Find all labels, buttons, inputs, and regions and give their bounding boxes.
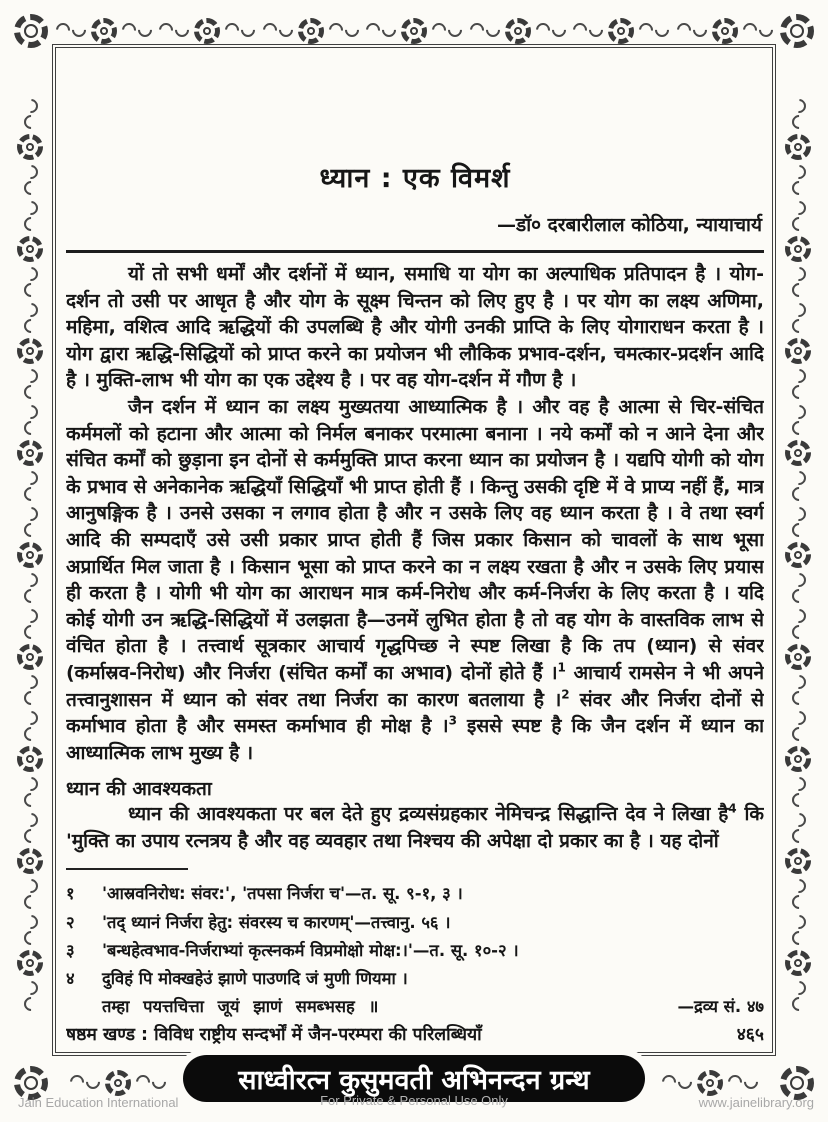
scroll-ornament-icon bbox=[790, 813, 806, 843]
section-heading: ध्यान की आवश्यकता bbox=[66, 778, 212, 801]
rosette-ornament-icon bbox=[17, 440, 43, 466]
scroll-ornament-icon bbox=[728, 1075, 758, 1091]
rosette-ornament-icon bbox=[785, 950, 811, 976]
scroll-ornament-icon bbox=[159, 23, 189, 39]
scroll-ornament-icon bbox=[790, 609, 806, 639]
footnote-text: दुविहं पि मोक्खहेउं झाणे पाउणदि जं मुणी णियमा । bbox=[102, 968, 408, 988]
page-number: ४६५ bbox=[736, 1025, 764, 1045]
scroll-ornament-icon bbox=[22, 813, 38, 843]
scroll-ornament-icon bbox=[790, 675, 806, 705]
paragraph-1: यों तो सभी धर्मों और दर्शनों में ध्यान, समाधि या योग का अल्पाधिक प्रतिपादन है । योग-दर्शन तो उसी पर आधृत है और योग के सूक्ष्म चिन्तन को लिए हुए है । पर योग का लक्ष्य अणिमा, महिमा, वशित्व आदि ऋद्धियों की उपलब्धि है और योगी उनकी प्राप्ति के लिए योगाराधन करता है । योग द्वारा ऋद्धि-सिद्धियों को प्राप्त करने का प्रयोजन भी लौकिक प्रभाव-दर्शन, चमत्कार-प्रदर्शन आदि है । मुक्ति-लाभ भी योग का एक उद्देश्य है । पर वह योग-दर्शन में गौण है । bbox=[66, 263, 764, 392]
rosette-ornament-icon bbox=[17, 236, 43, 262]
scroll-ornament-icon bbox=[22, 267, 38, 297]
scroll-ornament-icon bbox=[122, 23, 152, 39]
frame-border-right bbox=[774, 58, 822, 1052]
scroll-rosette-motif bbox=[573, 18, 669, 44]
rosette-ornament-icon bbox=[785, 848, 811, 874]
scroll-rosette-motif bbox=[785, 201, 811, 297]
rosette-ornament-icon bbox=[505, 18, 531, 44]
scroll-rosette-motif bbox=[17, 507, 43, 603]
scroll-ornament-icon bbox=[70, 1075, 100, 1091]
footnote-ref-4: 4 bbox=[728, 801, 737, 816]
scroll-rosette-motif bbox=[17, 201, 43, 297]
scroll-ornament-icon bbox=[790, 267, 806, 297]
scroll-rosette-motif bbox=[17, 915, 43, 1011]
scroll-ornament-icon bbox=[790, 711, 806, 741]
scroll-rosette-motif bbox=[17, 813, 43, 909]
footnote-number: २ bbox=[66, 912, 75, 932]
scroll-rosette-motif bbox=[470, 18, 566, 44]
scroll-ornament-icon bbox=[790, 981, 806, 1011]
scroll-rosette-motif bbox=[17, 609, 43, 705]
scroll-rosette-motif bbox=[785, 813, 811, 909]
footnote-2 bbox=[66, 909, 764, 937]
rosette-ornament-icon bbox=[17, 542, 43, 568]
footnote-number: १ bbox=[66, 884, 75, 904]
footnote-ref-1: 1 bbox=[557, 660, 566, 675]
watermark-usage-note: For Private & Personal Use Only bbox=[320, 1093, 508, 1108]
footnote-4-line-2 bbox=[102, 993, 764, 1021]
scroll-ornament-icon bbox=[22, 507, 38, 537]
scroll-ornament-icon bbox=[790, 99, 806, 129]
author-byline: —डॉ० दरबारीलाल कोठिया, न्यायाचार्य bbox=[497, 214, 762, 236]
footnote-text: 'बन्धहेत्वभाव-निर्जराभ्यां कृत्स्नकर्म विप्रमोक्षो मोक्ष:।'—त. सू. १०-२ । bbox=[102, 940, 519, 960]
scroll-ornament-icon bbox=[662, 1075, 692, 1091]
scroll-ornament-icon bbox=[790, 471, 806, 501]
scroll-ornament-icon bbox=[22, 777, 38, 807]
rosette-ornament-icon bbox=[105, 1070, 131, 1096]
rosette-ornament-icon bbox=[712, 18, 738, 44]
scroll-rosette-motif bbox=[677, 18, 773, 44]
article-title: ध्यान : एक विमर्श bbox=[319, 163, 511, 194]
scroll-rosette-motif bbox=[785, 507, 811, 603]
scroll-ornament-icon bbox=[22, 369, 38, 399]
rosette-ornament-icon bbox=[14, 14, 48, 48]
scroll-ornament-icon bbox=[639, 23, 669, 39]
rosette-ornament-icon bbox=[697, 1070, 723, 1096]
rosette-ornament-icon bbox=[785, 134, 811, 160]
scroll-rosette-motif bbox=[17, 711, 43, 807]
scroll-ornament-icon bbox=[790, 879, 806, 909]
footnote-number: ३ bbox=[66, 940, 75, 960]
scroll-rosette-motif bbox=[662, 1070, 758, 1096]
footnote-source: —द्रव्य सं. ४७ bbox=[677, 996, 764, 1016]
scroll-ornament-icon bbox=[366, 23, 396, 39]
rosette-ornament-icon bbox=[194, 18, 220, 44]
scroll-rosette-motif bbox=[785, 99, 811, 195]
rosette-ornament-icon bbox=[17, 338, 43, 364]
scroll-ornament-icon bbox=[56, 23, 86, 39]
scroll-rosette-motif bbox=[785, 303, 811, 399]
scroll-rosette-motif bbox=[785, 405, 811, 501]
page-body bbox=[66, 50, 764, 1048]
watermark-publisher: Jain Education International bbox=[18, 1095, 179, 1110]
rosette-ornament-icon bbox=[785, 338, 811, 364]
scroll-ornament-icon bbox=[790, 303, 806, 333]
rosette-ornament-icon bbox=[780, 14, 814, 48]
scroll-ornament-icon bbox=[432, 23, 462, 39]
scroll-rosette-motif bbox=[263, 18, 359, 44]
rosette-ornament-icon bbox=[17, 950, 43, 976]
scroll-ornament-icon bbox=[470, 23, 500, 39]
scroll-ornament-icon bbox=[743, 23, 773, 39]
footnote-text: 'आस्रवनिरोध: संवर:', 'तपसा निर्जरा च'—त. सू. ९-१, ३ । bbox=[102, 884, 463, 904]
scroll-ornament-icon bbox=[22, 879, 38, 909]
rosette-ornament-icon bbox=[785, 542, 811, 568]
scroll-rosette-motif bbox=[17, 303, 43, 399]
footnote-text: 'तद् ध्यानं निर्जरा हेतु: संवरस्य च कारणम्'—तत्त्वानु. ५६ । bbox=[102, 912, 451, 932]
footnote-ref-2: 2 bbox=[561, 687, 570, 702]
scroll-rosette-motif bbox=[785, 915, 811, 1011]
scroll-ornament-icon bbox=[790, 777, 806, 807]
scroll-ornament-icon bbox=[22, 981, 38, 1011]
scroll-ornament-icon bbox=[22, 303, 38, 333]
footnote-1 bbox=[66, 880, 764, 908]
watermark-website: www.jainelibrary.org bbox=[698, 1095, 814, 1110]
footnote-number: ४ bbox=[66, 968, 75, 988]
scroll-rosette-motif bbox=[785, 711, 811, 807]
scroll-rosette-motif bbox=[17, 405, 43, 501]
rosette-ornament-icon bbox=[17, 746, 43, 772]
scroll-ornament-icon bbox=[790, 165, 806, 195]
footnote-3 bbox=[66, 937, 764, 965]
scroll-rosette-motif bbox=[56, 18, 152, 44]
scroll-rosette-motif bbox=[785, 609, 811, 705]
rosette-ornament-icon bbox=[608, 18, 634, 44]
rosette-ornament-icon bbox=[785, 644, 811, 670]
scroll-ornament-icon bbox=[22, 609, 38, 639]
rosette-ornament-icon bbox=[785, 746, 811, 772]
scroll-ornament-icon bbox=[22, 471, 38, 501]
footnote-ref-3: 3 bbox=[448, 713, 457, 728]
scroll-ornament-icon bbox=[329, 23, 359, 39]
scroll-ornament-icon bbox=[790, 405, 806, 435]
scroll-ornament-icon bbox=[790, 507, 806, 537]
scroll-ornament-icon bbox=[22, 405, 38, 435]
rosette-ornament-icon bbox=[91, 18, 117, 44]
rosette-ornament-icon bbox=[785, 236, 811, 262]
scroll-ornament-icon bbox=[22, 573, 38, 603]
footnote-separator bbox=[66, 868, 188, 870]
scroll-ornament-icon bbox=[22, 675, 38, 705]
rosette-ornament-icon bbox=[17, 644, 43, 670]
running-footer bbox=[66, 1022, 764, 1048]
scroll-ornament-icon bbox=[22, 711, 38, 741]
paragraph-3: ध्यान की आवश्यकता पर बल देते हुए द्रव्यसंग्रहकार नेमिचन्द्र सिद्धान्ति देव ने लिखा है$^4$ कि 'मुक्ति का उपाय रत्नत्रय है और वह व्यवहार तथा निश्चय की अपेक्षा दो प्रकार का है । यह दोनों bbox=[66, 801, 764, 852]
footer-section-title: षष्ठम खण्ड : विविध राष्ट्रीय सन्दर्भों में जैन-परम्परा की परिलब्धियाँ bbox=[66, 1025, 482, 1045]
scroll-ornament-icon bbox=[22, 915, 38, 945]
rosette-ornament-icon bbox=[298, 18, 324, 44]
scroll-ornament-icon bbox=[136, 1075, 166, 1091]
scroll-ornament-icon bbox=[790, 915, 806, 945]
scroll-ornament-icon bbox=[790, 369, 806, 399]
scroll-ornament-icon bbox=[22, 99, 38, 129]
footnote-4 bbox=[66, 965, 764, 993]
paragraph-2: जैन दर्शन में ध्यान का लक्ष्य मुख्यतया आध्यात्मिक है । और वह है आत्मा से चिर-संचित कर्ममलों को हटाना और आत्मा को निर्मल बनाकर परमात्मा बनाना । नये कर्मों को न आने देना और संचित कर्मों को छुड़ाना इन दोनों से कर्ममुक्ति प्राप्त करना ध्यान का प्रयोजन है । यद्यपि योगी को योग के प्रभाव से अनेकानेक ऋद्धियाँ सिद्धियाँ भी प्राप्त होती हैं । किन्तु उसकी दृष्टि में वे प्राप्य नहीं हैं, मात्र आनुषङ्गिक है । उनसे उसका न लगाव होता है और न उसके लिए वह ध्यान करता है । वे तथा स्वर्ग आदि की सम्पदाएँ उसे उसी प्रकार प्राप्त होती हैं जिस प्रकार किसान को चावलों के साथ भूसा अप्रार्थित मिल जाता है । किसान भूसा को प्राप्त करने का न लक्ष्य रखता है और न उसके लिए प्रयास ही करता है । योगी भी योग का आराधन मात्र कर्म-निरोध और कर्म-निर्जरा के लिए करता है । यदि कोई योगी उन ऋद्धि-सिद्धियों में उलझता है—उनमें लुभित होता है तो वह योग के वास्तविक लाभ से वंचित होता है । तत्त्वार्थ सूत्रकार आचार्य गृद्धपिच्छ ने स्पष्ट लिखा है कि तप (ध्यान) से संवर (कर्मास्रव-निरोध) और निर्जरा (संचित कर्मों का अभाव) दोनों होते हैं ।$^1$ आचार्य रामसेन ने भी अपने तत्त्वानुशासन में ध्यान को संवर तथा निर्जरा का कारण बतलाया है ।$^2$ संवर और निर्जरा दोनों से कर्माभाव होता है और समस्त कर्माभाव ही मोक्ष है ।$^3$ इससे स्पष्ट है कि जैन दर्शन में ध्यान का आध्यात्मिक लाभ मुख्य है । bbox=[66, 395, 764, 764]
scroll-ornament-icon bbox=[536, 23, 566, 39]
footnotes-block bbox=[66, 880, 764, 1020]
scroll-ornament-icon bbox=[677, 23, 707, 39]
scroll-ornament-icon bbox=[22, 165, 38, 195]
scroll-ornament-icon bbox=[22, 201, 38, 231]
rosette-ornament-icon bbox=[17, 134, 43, 160]
scroll-rosette-motif bbox=[70, 1070, 166, 1096]
scroll-rosette-motif bbox=[17, 99, 43, 195]
rosette-ornament-icon bbox=[401, 18, 427, 44]
title-divider bbox=[66, 250, 764, 253]
rosette-ornament-icon bbox=[17, 848, 43, 874]
scroll-rosette-motif bbox=[366, 18, 462, 44]
frame-border-left bbox=[6, 58, 54, 1052]
scroll-rosette-motif bbox=[159, 18, 255, 44]
footnote-verse-line: तम्हा पयत्तचित्ता जूयं झाणं समब्भसह ॥ bbox=[102, 996, 379, 1016]
scroll-ornament-icon bbox=[790, 573, 806, 603]
rosette-ornament-icon bbox=[785, 440, 811, 466]
scroll-ornament-icon bbox=[573, 23, 603, 39]
scroll-ornament-icon bbox=[790, 201, 806, 231]
book-title: साध्वीरत्न कुसुमवती अभिनन्दन ग्रन्थ bbox=[238, 1065, 590, 1096]
scroll-ornament-icon bbox=[263, 23, 293, 39]
scroll-ornament-icon bbox=[225, 23, 255, 39]
frame-border-top bbox=[14, 6, 814, 56]
